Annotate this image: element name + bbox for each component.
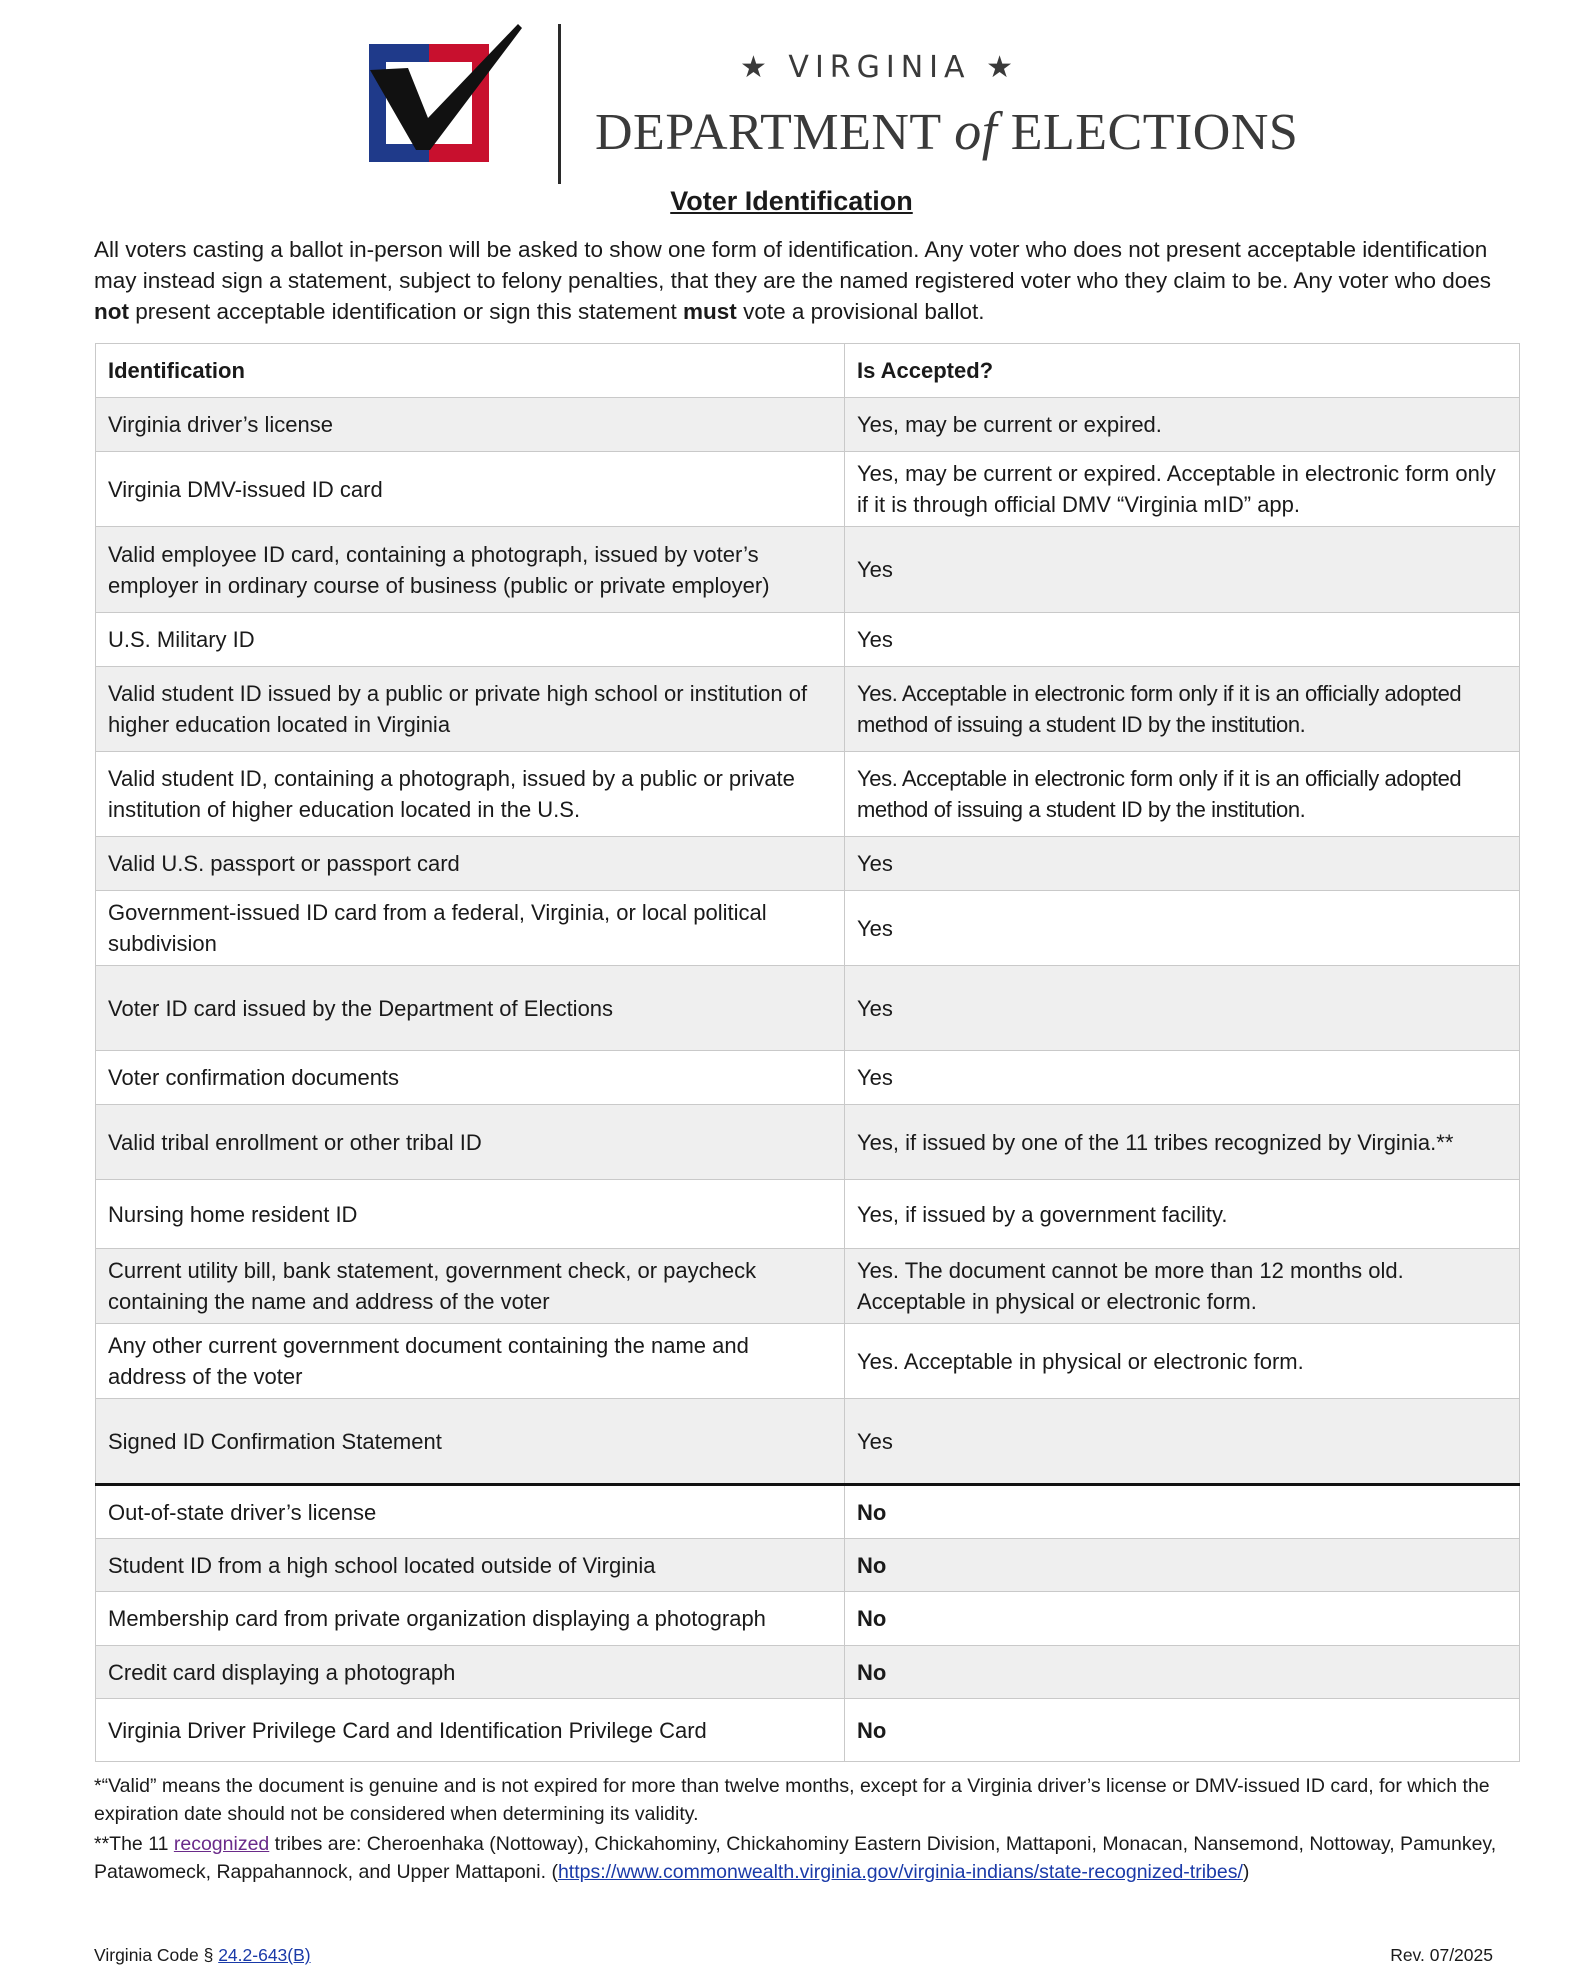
identification-cell: Out-of-state driver’s license — [96, 1485, 845, 1539]
intro-text-3: vote a provisional ballot. — [736, 299, 985, 324]
department-logo-icon — [368, 22, 523, 172]
accepted-cell: Yes. The document cannot be more than 12 months old. Acceptable in physical or electronic form. — [845, 1249, 1520, 1324]
accepted-cell: Yes, may be current or expired. — [845, 398, 1520, 452]
identification-cell: Nursing home resident ID — [96, 1180, 845, 1249]
accepted-cell: Yes — [845, 891, 1520, 966]
table-row — [96, 527, 1520, 613]
table-row — [96, 1180, 1520, 1249]
identification-cell: U.S. Military ID — [96, 613, 845, 667]
footnote-tribes-prefix: **The 11 — [94, 1833, 174, 1855]
identification-cell: Voter confirmation documents — [96, 1051, 845, 1105]
page-title: Voter Identification — [670, 186, 913, 216]
accepted-cell: No — [845, 1646, 1520, 1699]
table-row — [96, 1249, 1520, 1324]
accepted-cell: Yes. Acceptable in electronic form only if it is an officially adopted method of issuing a student ID by the institution. — [845, 667, 1520, 752]
accepted-cell: No — [845, 1485, 1520, 1539]
tribes-url-link[interactable]: https://www.commonwealth.virginia.gov/virginia-indians/state-recognized-tribes/ — [557, 1861, 1243, 1883]
accepted-cell: Yes — [845, 966, 1520, 1051]
accepted-cell: No — [845, 1699, 1520, 1762]
intro-text-2: present acceptable identification or sign this statement — [128, 299, 684, 324]
header-identification: Identification — [96, 344, 845, 398]
accepted-cell: Yes — [845, 613, 1520, 667]
table-row — [96, 1699, 1520, 1762]
identification-cell: Government-issued ID card from a federal, Virginia, or local political subdivision — [96, 891, 845, 966]
accepted-cell: Yes — [845, 1399, 1520, 1485]
accepted-cell: No — [845, 1539, 1520, 1592]
accepted-cell: Yes, if issued by a government facility. — [845, 1180, 1520, 1249]
intro-text-1: All voters casting a ballot in-person will be asked to show one form of identification. Any voter who does not present acceptable identification may instead sign a statement, subject to felony penalties, that they are the named registered voter who they claim to be. Any voter who does — [94, 237, 1492, 293]
department-name-of: of — [954, 101, 998, 161]
intro-paragraph — [94, 234, 1494, 327]
table-row — [96, 966, 1520, 1051]
virginia-code-prefix: Virginia Code § — [94, 1945, 219, 1965]
footnote-tribes-text: tribes are: Cheroenhaka (Nottoway), Chickahominy, Chickahominy Eastern Division, Mattaponi, Monacan, Nansemond, Nottoway, Pamunkey, Patawomeck, Rappahannock, and Upper Mattaponi. ( — [94, 1833, 1497, 1883]
identification-cell: Virginia driver’s license — [96, 398, 845, 452]
footnote-valid — [94, 1772, 1514, 1828]
accepted-cell: No — [845, 1592, 1520, 1646]
state-name: ★ VIRGINIA ★ — [740, 50, 1019, 85]
table-row — [96, 1539, 1520, 1592]
identification-cell: Signed ID Confirmation Statement — [96, 1399, 845, 1485]
table-row — [96, 891, 1520, 966]
table-row — [96, 613, 1520, 667]
footnote-tribes-close: ) — [1242, 1861, 1250, 1883]
table-row — [96, 398, 1520, 452]
table-row — [96, 1324, 1520, 1399]
table-row — [96, 1399, 1520, 1485]
table-row — [96, 1485, 1520, 1539]
table-row — [96, 667, 1520, 752]
accepted-cell: Yes — [845, 837, 1520, 891]
accepted-cell: Yes. Acceptable in physical or electronic form. — [845, 1324, 1520, 1399]
table-row — [96, 452, 1520, 527]
header-divider — [558, 24, 561, 184]
accepted-cell: Yes. Acceptable in electronic form only if it is an officially adopted method of issuing a student ID by the institution. — [845, 752, 1520, 837]
accepted-cell: Yes — [845, 527, 1520, 613]
accepted-cell: Yes, may be current or expired. Acceptable in electronic form only if it is through official DMV “Virginia mID” app. — [845, 452, 1520, 527]
identification-table — [95, 343, 1520, 1762]
department-name — [595, 100, 1299, 162]
department-name-part2: ELECTIONS — [1010, 104, 1299, 161]
accepted-cell: Yes — [845, 1051, 1520, 1105]
accepted-cell: Yes, if issued by one of the 11 tribes recognized by Virginia.** — [845, 1105, 1520, 1180]
identification-cell: Current utility bill, bank statement, government check, or paycheck containing the name and address of the voter — [96, 1249, 845, 1324]
footnote-tribes — [94, 1830, 1514, 1886]
identification-cell: Credit card displaying a photograph — [96, 1646, 845, 1699]
revision-date: Rev. 07/2025 — [1390, 1945, 1493, 1965]
identification-cell: Student ID from a high school located outside of Virginia — [96, 1539, 845, 1592]
table-row — [96, 1592, 1520, 1646]
header-is-accepted: Is Accepted? — [845, 344, 1520, 398]
department-name-part1: DEPARTMENT — [595, 104, 941, 161]
identification-cell: Virginia DMV-issued ID card — [96, 452, 845, 527]
table-header-row — [96, 344, 1520, 398]
table-row — [96, 1646, 1520, 1699]
table-row — [96, 752, 1520, 837]
identification-cell: Virginia Driver Privilege Card and Identification Privilege Card — [96, 1699, 845, 1762]
footnote-valid-text: *“Valid” means the document is genuine and is not expired for more than twelve months, except for a Virginia driver’s license or DMV-issued ID card, for which the expiration date should not be considered when determining its validity. — [94, 1775, 1490, 1825]
table-row — [96, 837, 1520, 891]
identification-cell: Any other current government document containing the name and address of the voter — [96, 1324, 845, 1399]
identification-cell: Valid employee ID card, containing a photograph, issued by voter’s employer in ordinary course of business (public or private employer) — [96, 527, 845, 613]
table-row — [96, 1105, 1520, 1180]
identification-cell: Membership card from private organization displaying a photograph — [96, 1592, 845, 1646]
recognized-link[interactable]: recognized — [173, 1833, 270, 1855]
virginia-code-link[interactable]: 24.2-643(B) — [218, 1945, 311, 1965]
intro-emphasis-not: not — [94, 299, 129, 324]
identification-cell: Valid tribal enrollment or other tribal ID — [96, 1105, 845, 1180]
virginia-code-reference — [94, 1945, 311, 1966]
intro-emphasis-must: must — [683, 299, 737, 324]
identification-cell: Valid student ID, containing a photograph, issued by a public or private institution of higher education located in the U.S. — [96, 752, 845, 837]
identification-cell: Voter ID card issued by the Department of Elections — [96, 966, 845, 1051]
identification-cell: Valid student ID issued by a public or private high school or institution of higher education located in Virginia — [96, 667, 845, 752]
identification-cell: Valid U.S. passport or passport card — [96, 837, 845, 891]
table-row — [96, 1051, 1520, 1105]
